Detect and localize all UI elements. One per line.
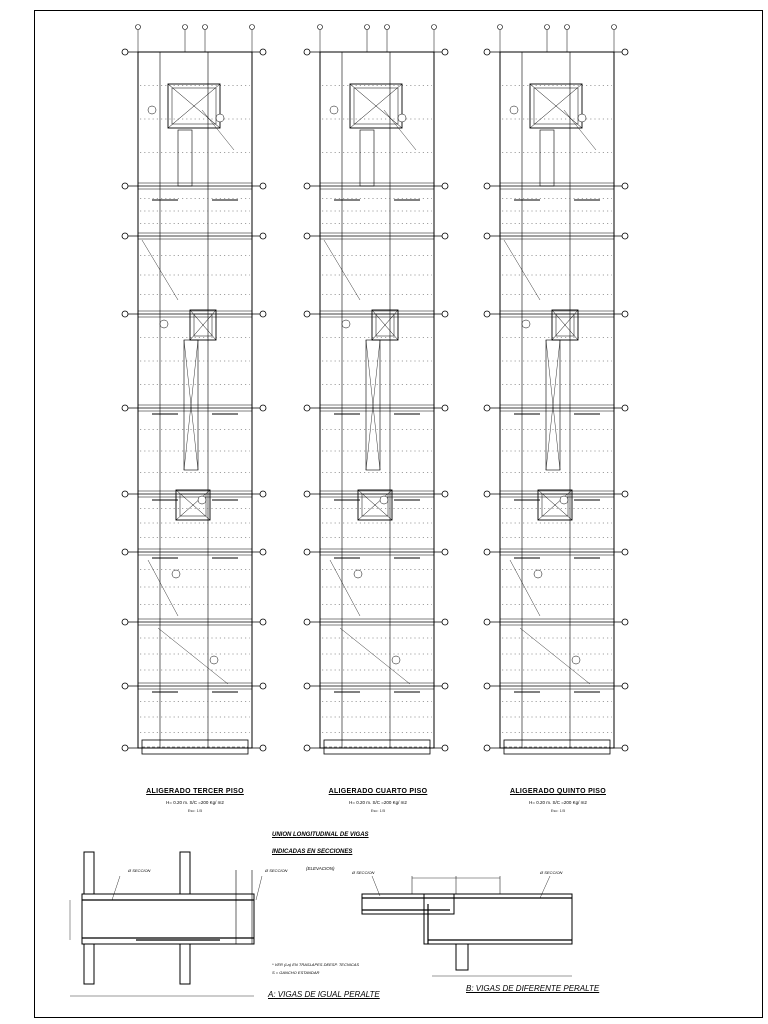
axis-bubble [622,311,628,317]
column-b [456,944,468,970]
beam-a-outline [82,894,254,944]
callout-circle [510,106,518,114]
detail-label-a: A: VIGAS DE IGUAL PERALTE [268,990,380,999]
span-diagonal [158,628,228,684]
axis-bubble [484,49,490,55]
axis-bubble [442,549,448,555]
column-bubble [318,25,323,30]
plan-subtitle-4: H= 0.20 m. S/C =200 Kg/ m2 [349,800,407,805]
callout-circle [380,496,388,504]
opening [178,130,192,186]
axis-bubble [442,491,448,497]
axis-bubble [484,311,490,317]
axis-bubble [122,491,128,497]
detail-note-2: S = GANCHO ESTANDAR [272,970,320,975]
slab-outline [138,52,252,748]
axis-bubble [122,405,128,411]
plan-subtitle-3: H= 0.20 m. S/C =200 Kg/ m2 [166,800,224,805]
detail-note-1: * VER (La) EN TRASLAPES DEESP. TECNICAS [272,962,360,967]
callout-circle [210,656,218,664]
axis-bubble [484,745,490,751]
section-label-4: Ø SECCION [540,870,563,875]
plan-5 [484,25,628,755]
detail-heading-line3: (ELEVACION) [306,866,335,871]
plan-3 [122,25,266,755]
axis-bubble [122,549,128,555]
axis-bubble [442,311,448,317]
axis-bubble [304,183,310,189]
column-a1 [84,852,94,894]
axis-bubble [304,619,310,625]
callout-circle [216,114,224,122]
axis-bubble [260,491,266,497]
axis-bubble [622,233,628,239]
axis-bubble [442,183,448,189]
leader-line [540,876,550,898]
axis-bubble [122,49,128,55]
axis-bubble [122,683,128,689]
axis-bubble [622,491,628,497]
column-bubble [432,25,437,30]
callout-circle [198,496,206,504]
leader-line [256,876,262,900]
opening [540,130,554,186]
span-diagonal [510,560,540,616]
column-bubble [136,25,141,30]
section-label-3: Ø SECCION [352,870,375,875]
axis-bubble [304,491,310,497]
axis-bubble [442,233,448,239]
axis-bubble [622,49,628,55]
callout-circle [398,114,406,122]
plan-scale-4: Esc: 1/5 [370,808,386,813]
column-bubble [250,25,255,30]
callout-circle [342,320,350,328]
opening [360,130,374,186]
axis-bubble [260,405,266,411]
column-bubble [385,25,390,30]
axis-bubble [122,311,128,317]
axis-bubble [484,233,490,239]
axis-bubble [260,233,266,239]
axis-bubble [304,745,310,751]
section-label-2: Ø SECCION [265,868,288,873]
axis-bubble [484,683,490,689]
axis-bubble [122,183,128,189]
axis-bubble [260,619,266,625]
axis-bubble [304,405,310,411]
callout-circle [392,656,400,664]
axis-bubble [304,549,310,555]
axis-bubble [622,619,628,625]
axis-bubble [260,745,266,751]
plan-title-5: ALIGERADO QUINTO PISO [509,788,606,795]
slab-outline [500,52,614,748]
axis-bubble [442,683,448,689]
detail-a [70,852,262,996]
column-bubble [498,25,503,30]
axis-bubble [484,183,490,189]
leader-line [112,876,120,900]
column-a3 [180,944,190,984]
axis-bubble [122,745,128,751]
detail-heading-line1: UNION LONGITUDINAL DE VIGAS [272,832,369,838]
detail-label-b: B: VIGAS DE DIFERENTE PERALTE [466,984,600,993]
axis-bubble [484,549,490,555]
callout-circle [572,656,580,664]
callout-circle [160,320,168,328]
axis-bubble [260,49,266,55]
axis-bubble [260,683,266,689]
span-diagonal [340,628,410,684]
column-a2 [180,852,190,894]
axis-bubble [622,745,628,751]
column-bubble [183,25,188,30]
span-diagonal [520,628,590,684]
callout-circle [354,570,362,578]
axis-bubble [484,405,490,411]
axis-bubble [304,311,310,317]
axis-bubble [442,405,448,411]
plan-scale-5: Esc: 1/5 [550,808,566,813]
axis-bubble [622,405,628,411]
axis-bubble [122,619,128,625]
column-bubble [565,25,570,30]
callout-circle [578,114,586,122]
callout-circle [148,106,156,114]
axis-bubble [622,549,628,555]
column-a4 [84,944,94,984]
span-diagonal [330,560,360,616]
axis-bubble [484,491,490,497]
slab-outline [320,52,434,748]
axis-bubble [304,683,310,689]
axis-bubble [260,549,266,555]
axis-bubble [260,183,266,189]
plan-title-4: ALIGERADO CUARTO PISO [328,788,428,795]
axis-bubble [122,233,128,239]
axis-bubble [304,233,310,239]
callout-circle [522,320,530,328]
axis-bubble [622,683,628,689]
callout-circle [534,570,542,578]
axis-bubble [442,619,448,625]
axis-bubble [260,311,266,317]
callout-circle [560,496,568,504]
callout-circle [330,106,338,114]
column-bubble [365,25,370,30]
detail-b [362,876,572,976]
plan-4 [304,25,448,755]
beam-b-deep [424,894,572,944]
axis-bubble [484,619,490,625]
detail-heading-line2: INDICADAS EN SECCIONES [272,849,353,855]
axis-bubble [442,745,448,751]
leader-line [372,876,380,896]
column-bubble [612,25,617,30]
beam-b-shallow [362,894,454,914]
axis-bubble [304,49,310,55]
axis-bubble [622,183,628,189]
axis-bubble [442,49,448,55]
span-diagonal [148,560,178,616]
callout-circle [172,570,180,578]
column-bubble [545,25,550,30]
section-label-1: Ø SECCION [128,868,151,873]
plan-title-3: ALIGERADO TERCER PISO [146,788,244,795]
plan-subtitle-5: H= 0.20 m. S/C =200 Kg/ m2 [529,800,587,805]
column-bubble [203,25,208,30]
plan-scale-3: Esc: 1/5 [187,808,203,813]
